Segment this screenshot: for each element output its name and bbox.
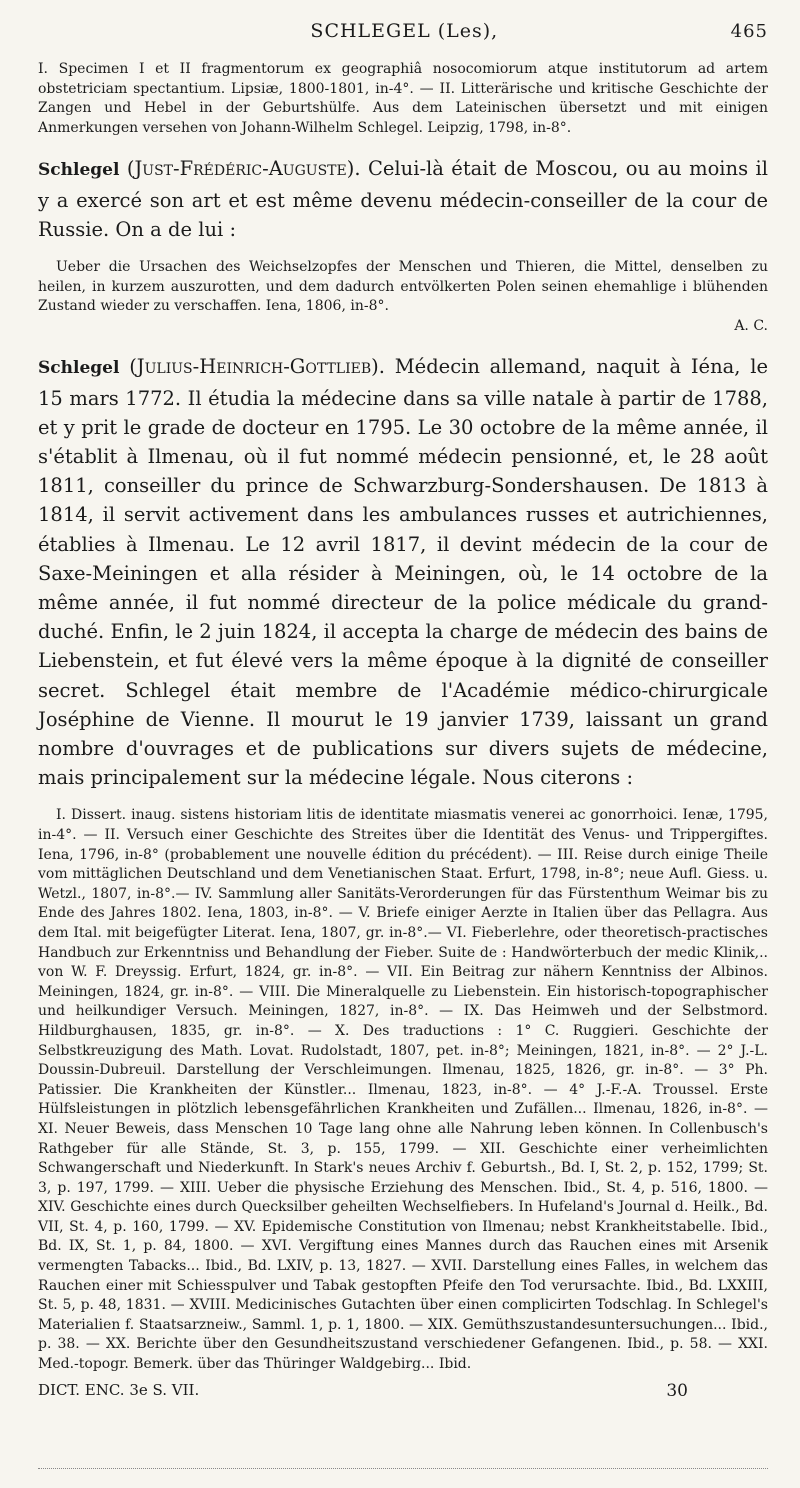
gathering-number: 30 bbox=[666, 1380, 688, 1401]
entry-julius-heinrich-gottlieb bbox=[38, 352, 768, 792]
running-header bbox=[38, 20, 768, 60]
page bbox=[38, 20, 768, 1401]
entry1-bibliography bbox=[38, 258, 768, 336]
signature-mark: DICT. ENC. 3e S. VII. bbox=[38, 1380, 200, 1399]
page-footer bbox=[38, 1381, 768, 1401]
entry-just-frederic-auguste bbox=[38, 154, 768, 244]
page-number: 465 bbox=[730, 21, 768, 42]
bottom-dotted-rule bbox=[38, 1468, 768, 1469]
bibliography-text: I. Specimen I et II fragmentorum ex geographiâ nosocomiorum atque institutorum ad artem obstetriciam spectantium. Lipsiæ, 1800-1801, in-4°. — II. Litterärische und kritische Geschichte der Zangen und Hebel in der Geburtshülfe. Aus dem Lateinischen übersetzt und mit einigen Anmerkungen versehen von Johann-Wilhelm Schlegel. Leipzig, 1798, in-8°. bbox=[38, 61, 768, 136]
running-title: SCHLEGEL (Les), bbox=[310, 20, 499, 42]
previous-bibliography bbox=[38, 60, 768, 138]
entry-text: Celui-là était de Moscou, ou au moins il y a exercé son art et est même devenu médecin-conseiller de la cour de Russie. On a de lui : bbox=[38, 157, 768, 241]
bibliography-text: Ueber die Ursachen des Weichselzopfes der Menschen und Thieren, die Mittel, denselben zu heilen, in kurzem auszurotten, und dem dadurch entvölkerten Polen seinen ehemahlige i blühenden Zustand wieder zu verschaffen. Iena, 1806, in-8°. bbox=[38, 258, 768, 315]
entry-headword: Schlegel bbox=[38, 160, 120, 181]
attribution: A. C. bbox=[734, 317, 768, 334]
entry2-bibliography bbox=[38, 806, 768, 1374]
entry-names: (Just-Frédéric-Auguste). bbox=[126, 157, 361, 181]
entry-names: (Julius-Heinrich-Gottlieb). bbox=[129, 355, 385, 379]
entry-text: Médecin allemand, naquit à Iéna, le 15 mars 1772. Il étudia la médecine dans sa ville natale à partir de 1788, et y prit le grade de docteur en 1795. Le 30 octobre de la même année, il s'établit à Ilmenau, où il fut nommé médecin pensionné, et, le 28 août 1811, conseiller du prince de Schwarzburg-Sondershausen. De 1813 à 1814, il servit activement dans les ambulances russes et autrichiennes, établies à Ilmenau. Le 12 avril 1817, il devint médecin de la cour de Saxe-Meiningen et alla résider à Meiningen, où, le 14 octobre de la même année, il fut nommé directeur de la police médicale du grand-duché. Enfin, le 2 juin 1824, il accepta la charge de médecin des bains de Liebenstein, et fut élevé vers la même époque à la dignité de conseiller secret. Schlegel était membre de l'Académie médico-chirurgicale Joséphine de Vienne. Il mourut le 19 janvier 1739, laissant un grand nombre d'ouvrages et de publications sur divers sujets de médecine, mais principalement sur la médecine légale. Nous citerons : bbox=[38, 355, 768, 790]
entry-headword: Schlegel bbox=[38, 358, 120, 379]
bibliography-text: I. Dissert. inaug. sistens historiam litis de identitate miasmatis venerei ac gonorrhoici. Ienæ, 1795, in-4°. — II. Versuch einer Geschichte des Streites über die Identität des Venus- und Trippergiftes. Iena, 1796, in-8° (probablement une nouvelle édition du précédent). — III. Reise durch einige Theile vom mittäglichen Deutschland und dem Venetianischen Staat. Erfurt, 1798, in-8°; neue Aufl. Giess. u. Wetzl., 1807, in-8°.— IV. Sammlung aller Sanitäts-Verorderungen für das Fürstenthum Weimar bis zu Ende des Jahres 1802. Iena, 1803, in-8°. — V. Briefe einiger Aerzte in Italien über das Pellagra. Aus dem Ital. mit beigefügter Literat. Iena, 1807, gr. in-8°.— VI. Fieberlehre, oder theoretisch-practisches Handbuch zur Erkenntniss und Behandlung der Fieber. Suite de : Handwörterbuch der medic Klinik,.. von W. F. Dreyssig. Erfurt, 1824, gr. in-8°. — VII. Ein Beitrag zur nähern Kenntniss der Albinos. Meiningen, 1824, gr. in-8°. — VIII. Die Mineralquelle zu Liebenstein. Ein historisch-topographischer und heilkundiger Versuch. Meiningen, 1827, in-8°. — IX. Das Heimweh und der Selbstmord. Hildburghausen, 1835, gr. in-8°. — X. Des traductions : 1° C. Ruggieri. Geschichte der Selbstkreuzigung des Math. Lovat. Rudolstadt, 1807, pet. in-8°; Meiningen, 1821, in-8°. — 2° J.-L. Doussin-Dubreuil. Darstellung der Verschleimungen. Ilmenau, 1825, 1826, gr. in-8°. — 3° Ph. Patissier. Die Krankheiten der Künstler... Ilmenau, 1823, in-8°. — 4° J.-F.-A. Troussel. Erste Hülfsleistungen in plötzlich lebensgefährlichen Krankheiten und Zufällen... Ilmenau, 1826, in-8°. — XI. Neuer Beweis, dass Menschen 10 Tage lang ohne alle Nahrung leben können. In Collenbusch's Rathgeber für alle Stände, St. 3, p. 155, 1799. — XII. Geschichte einer verheimlichten Schwangerschaft und Niederkunft. In Stark's neues Archiv f. Geburtsh., Bd. I, St. 2, p. 152, 1799; St. 3, p. 197, 1799. — XIII. Ueber die physische Erziehung des Menschen. Ibid., St. 4, p. 516, 1800. — XIV. Geschichte eines durch Quecksilber geheilten Wechselfiebers. In Hufeland's Journal d. Heilk., Bd. VII, St. 4, p. 160, 1799. — XV. Epidemische Constitution von Ilmenau; nebst Krankheitstabelle. Ibid., Bd. IX, St. 1, p. 84, 1800. — XVI. Vergiftung eines Mannes durch das Rauchen eines mit Arsenik vermengten Tabacks... Ibid., Bd. LXIV, p. 13, 1827. — XVII. Darstellung eines Falles, in welchem das Rauchen einer mit Schiesspulver und Tabak gestopften Pfeife den Tod verursachte. Ibid., Bd. LXXIII, St. 5, p. 48, 1831. — XVIII. Medicinisches Gutachten über einen complicirten Todschlag. In Schlegel's Materialien f. Staatsarzneiw., Samml. 1, p. 1, 1800. — XIX. Gemüthszustandesuntersuchungen... Ibid., p. 38. — XX. Berichte über den Gesundheitszustand verschiedener Gefangenen. Ibid., p. 58. — XXI. Med.-topogr. Bemerk. über das Thüringer Waldgebirg... Ibid. bbox=[38, 807, 768, 1373]
